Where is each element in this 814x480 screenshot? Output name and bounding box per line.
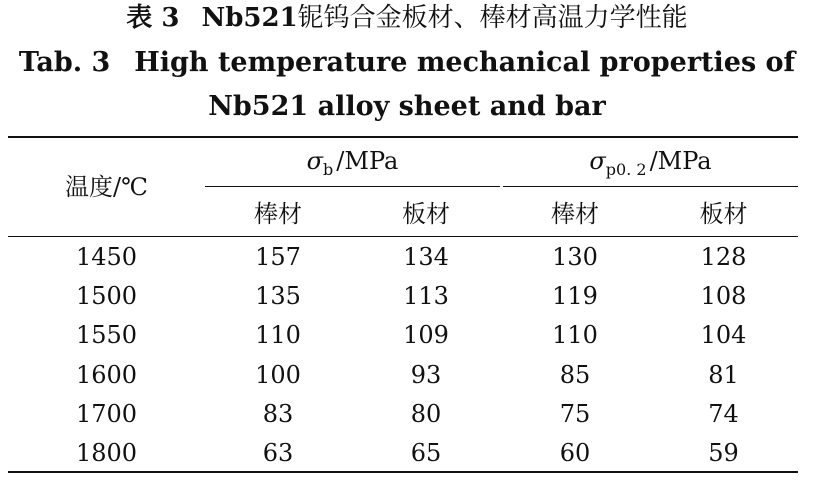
sigma-b-symbol: σ [306,147,324,175]
table-cell-temperature: 1700 [75,400,138,428]
table-cell: 60 [559,439,591,467]
table-cell: 108 [700,282,747,310]
table-cell: 157 [255,243,301,271]
caption-en-title-line1: High temperature mechanical properties of [134,47,796,78]
subheader-sheet-1: 板材 [402,200,450,228]
table-cell: 74 [708,400,739,428]
caption-cn-title: 铌钨合金板材、棒材高温力学性能 [297,3,688,33]
group1-underline [205,186,500,187]
table-cell: 81 [708,361,739,389]
subheader-bar-2: 棒材 [551,200,599,228]
table-cell-temperature: 1600 [75,361,138,389]
table-cell-temperature: 1550 [75,321,138,349]
table-cell: 119 [552,282,598,310]
table-cell: 80 [410,400,442,428]
table-cell: 75 [559,400,591,428]
table-bottom-rule [8,471,798,473]
header-group-sigma-b [205,146,500,185]
caption-english-line1 [0,46,814,80]
table-cell: 65 [410,439,442,467]
caption-cn-alloy: Nb521 [201,3,298,33]
header-temperature: 温度/℃ [65,173,148,201]
table-cell: 83 [262,400,294,428]
table-cell: 134 [403,243,449,271]
table-cell: 63 [262,439,294,467]
subheader-sheet-2: 板材 [699,200,748,228]
caption-en-number: Tab. 3 [18,47,111,78]
table-cell-temperature: 1450 [75,243,138,271]
sigma-p02-unit: /MPa [649,147,712,175]
table-header-rule [8,236,798,237]
table-cell: 135 [255,282,301,310]
table-cell-temperature: 1800 [75,439,138,467]
caption-cn-number: 表 3 [126,3,180,33]
sigma-p02-subscript: p0. 2 [605,160,647,179]
table-cell: 59 [708,439,739,467]
sigma-b-unit: /MPa [336,147,399,175]
table-cell: 93 [410,361,442,389]
table-cell: 110 [255,321,301,349]
header-group-sigma-p02 [503,146,798,185]
subheader-bar-1: 棒材 [254,200,302,228]
table-cell: 113 [403,282,449,310]
table-cell: 85 [559,361,591,389]
sigma-b-subscript: b [323,160,334,179]
table-cell: 128 [700,243,747,271]
table-cell: 130 [552,243,598,271]
group2-underline [503,186,798,187]
caption-english-line2: Nb521 alloy sheet and bar [208,91,606,122]
table-cell-temperature: 1500 [75,282,138,310]
table-cell: 109 [403,321,449,349]
caption-chinese [0,2,814,34]
table-cell: 104 [700,321,747,349]
table-cell: 110 [552,321,598,349]
sigma-p02-symbol: σ [589,147,606,175]
table-top-rule [8,136,798,138]
table-cell: 100 [255,361,301,389]
